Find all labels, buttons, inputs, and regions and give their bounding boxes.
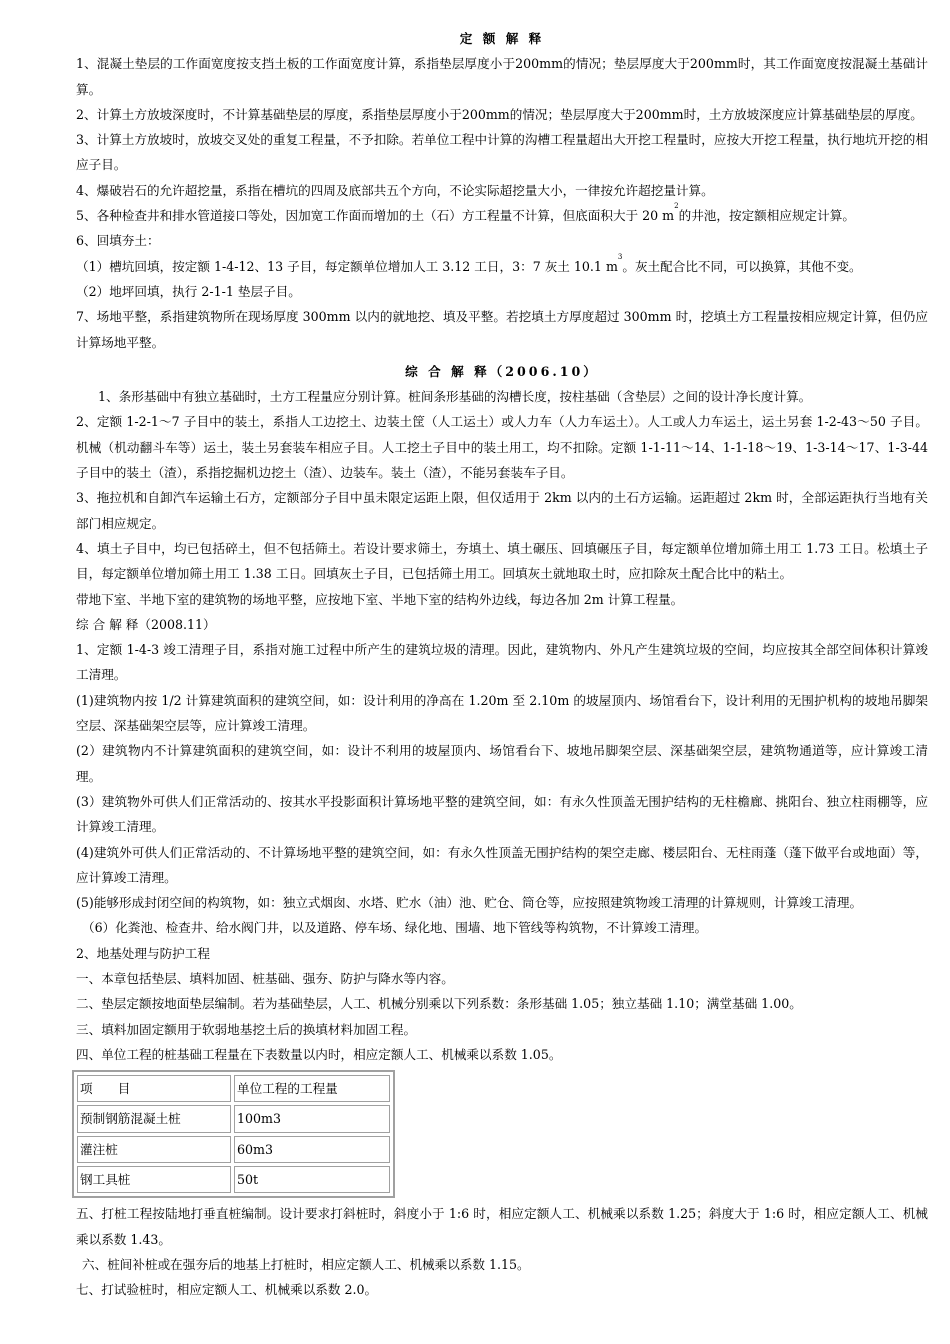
paragraph bbox=[76, 203, 928, 228]
paragraph: 四、单位工程的桩基础工程量在下表数量以内时，相应定额人工、机械乘以系数 1.05。 bbox=[76, 1046, 562, 1062]
section-title-quota-explanation: 定 额 解 释 bbox=[459, 31, 545, 46]
pile-quantity-table bbox=[72, 1070, 395, 1198]
superscript: 3 bbox=[617, 252, 623, 261]
table-cell: 50t bbox=[234, 1166, 390, 1193]
paragraph: 4、爆破岩石的允许超挖量，系指在槽坑的四周及底部共五个方向，不论实际超挖量大小，一律按允许超挖量计算。 bbox=[76, 182, 714, 198]
text-run: 的井池，按定额相应规定计算。 bbox=[678, 208, 855, 224]
text-run: 。灰土配合比不同，可以换算，其他不变。 bbox=[622, 258, 862, 274]
paragraph: (2）建筑物内不计算建筑面积的建筑空间，如：设计不利用的坡屋顶内、场馆看台下、坡地吊脚架空层、深基础架空层，建筑物通道等，应计算竣工清理。 bbox=[76, 743, 928, 784]
paragraph: 7、场地平整，系指建筑物所在现场厚度 300mm 以内的就地挖、填及平整。若挖填土方厚度超过 300mm 时，挖填土方工程量按相应规定计算，但仍应计算场地平整。 bbox=[76, 309, 928, 350]
paragraph: 三、填料加固定额用于软弱地基挖土后的换填材料加固工程。 bbox=[76, 1021, 417, 1037]
table-row bbox=[77, 1136, 390, 1163]
paragraph: 六、桩间补桩或在强夯后的地基上打桩时，相应定额人工、机械乘以系数 1.15。 bbox=[82, 1256, 530, 1272]
paragraph: 1、条形基础中有独立基础时，土方工程量应分别计算。桩间条形基础的沟槽长度，按柱基础（含垫层）之间的设计净长度计算。 bbox=[98, 389, 812, 405]
paragraph bbox=[76, 254, 928, 279]
table-cell: 钢工具桩 bbox=[77, 1166, 231, 1193]
table-row bbox=[77, 1166, 390, 1193]
paragraph: 1、混凝土垫层的工作面宽度按支挡土板的工作面宽度计算，系指垫层厚度小于200mm的情况；垫层厚度大于200mm时，其工作面宽度按混凝土基础计算。 bbox=[76, 56, 928, 97]
paragraph: （2）地坪回填，执行 2-1-1 垫层子目。 bbox=[76, 283, 301, 299]
table-header-cell: 单位工程的工程量 bbox=[234, 1075, 390, 1102]
paragraph: 五、打桩工程按陆地打垂直桩编制。设计要求打斜桩时，斜度小于 1:6 时，相应定额人工、机械乘以系数 1.25；斜度大于 1:6 时，相应定额人工、机械乘以系数 1.43。 bbox=[76, 1206, 928, 1247]
superscript: 2 bbox=[674, 202, 679, 211]
paragraph: 2、计算土方放坡深度时，不计算基础垫层的厚度，系指垫层厚度小于200mm的情况；垫层厚度大于200mm时，土方放坡深度应计算基础垫层的厚度。 bbox=[76, 106, 923, 122]
paragraph: (3）建筑物外可供人们正常活动的、按其水平投影面积计算场地平整的建筑空间，如：有永久性顶盖无围护结构的无柱檐廊、挑阳台、独立柱雨棚等，应计算竣工清理。 bbox=[76, 793, 928, 835]
table-header-cell: 项 目 bbox=[77, 1075, 231, 1102]
paragraph: (4)建筑外可供人们正常活动的、不计算场地平整的建筑空间，如：有永久性顶盖无围护结构的架空走廊、楼层阳台、无柱雨蓬（蓬下做平台或地面）等，应计算竣工清理。 bbox=[76, 844, 928, 885]
paragraph: (5)能够形成封闭空间的构筑物，如：独立式烟囱、水塔、贮水（油）池、贮仓、筒仓等，应按照建筑物竣工清理的计算规则，计算竣工清理。 bbox=[76, 895, 863, 911]
paragraph: 1、定额 1-4-3 竣工清理子目，系指对施工过程中所产生的建筑垃圾的清理。因此，建筑物内、外凡产生建筑垃圾的空间，均应按其全部空间体积计算竣工清理。 bbox=[76, 642, 928, 683]
paragraph: 一、本章包括垫层、填料加固、桩基础、强夯、防护与降水等内容。 bbox=[76, 970, 454, 986]
paragraph: 2、地基处理与防护工程 bbox=[76, 945, 210, 961]
paragraph: 3、拖拉机和自卸汽车运输土石方，定额部分子目中虽未限定运距上限，但仅适用于 2km 以内的土石方运输。运距超过 2km 时，全部运距执行当地有关部门相应规定。 bbox=[76, 490, 928, 531]
paragraph: （6）化粪池、检查井、给水阀门井，以及道路、停车场、绿化地、围墙、地下管线等构筑物，不计算竣工清理。 bbox=[82, 920, 708, 936]
paragraph: (1)建筑物内按 1/2 计算建筑面积的建筑空间，如：设计利用的净高在 1.20m 至 2.10m 的坡屋顶内、场馆看台下，设计利用的无围护机构的坡地吊脚架空层、深基础架空层等，应计算竣工清理。 bbox=[76, 692, 928, 734]
table-cell: 预制钢筋混凝土桩 bbox=[77, 1105, 231, 1132]
table-cell: 60m3 bbox=[234, 1136, 390, 1163]
text-run: 5、各种检查井和排水管道接口等处，因加宽工作面而增加的土（石）方工程量不计算，但底面积大于 20 m bbox=[76, 208, 675, 224]
table-cell: 灌注桩 bbox=[77, 1136, 231, 1163]
paragraph: 七、打试验桩时，相应定额人工、机械乘以系数 2.0。 bbox=[76, 1282, 378, 1298]
paragraph: 二、垫层定额按地面垫层编制。若为基础垫层，人工、机械分别乘以下列系数：条形基础 1.05；独立基础 1.10；满堂基础 1.00。 bbox=[76, 996, 802, 1012]
paragraph: 4、填土子目中，均已包括碎土，但不包括筛土。若设计要求筛土，夯填土、填土碾压、回填碾压子目，每定额单位增加筛土用工 1.73 工日。松填土子目，每定额单位增加筛土用工 1.38 工日。回填灰土子目，已包括筛土用工。回填灰土就地取土时，应扣除灰土配合比中的粘土。 bbox=[76, 540, 928, 582]
table-header-row bbox=[77, 1075, 390, 1102]
paragraph: 带地下室、半地下室的建筑物的场地平整，应按地下室、半地下室的结构外边线，每边各加 2m 计算工程量。 bbox=[76, 591, 684, 607]
table-row bbox=[77, 1105, 390, 1132]
paragraph: 2、定额 1-2-1～7 子目中的装土，系指人工边挖土、边装土筐（人工运土）或人力车（人力车运土）。人工或人力车运土，运土另套 1-2-43～50 子目。机械（机动翻斗车等）运土，装土另套装车相应子目。人工挖土子目中的装土用工，均不扣除。定额 1-1-11～14、1-1-18～19、1-3-14～17、1-3-44 子目中的装土（渣），系指挖掘机边挖土（渣）、边装车。装土（渣），不能另套装车子目。 bbox=[76, 414, 928, 481]
table-cell: 100m3 bbox=[234, 1105, 390, 1132]
section-title-comprehensive-2006: 综 合 解 释（2006.10） bbox=[405, 363, 599, 379]
text-run: （1）槽坑回填，按定额 1-4-12、13 子目，每定额单位增加人工 3.12 工日，3：7 灰土 10.1 m bbox=[76, 258, 618, 274]
paragraph: 6、回填夯土： bbox=[76, 233, 160, 249]
paragraph: 3、计算土方放坡时，放坡交叉处的重复工程量，不予扣除。若单位工程中计算的沟槽工程量超出大开挖工程量时，应按大开挖工程量，执行地坑开挖的相应子目。 bbox=[76, 132, 928, 173]
section-title-comprehensive-2008: 综 合 解 释（2008.11） bbox=[76, 616, 216, 632]
